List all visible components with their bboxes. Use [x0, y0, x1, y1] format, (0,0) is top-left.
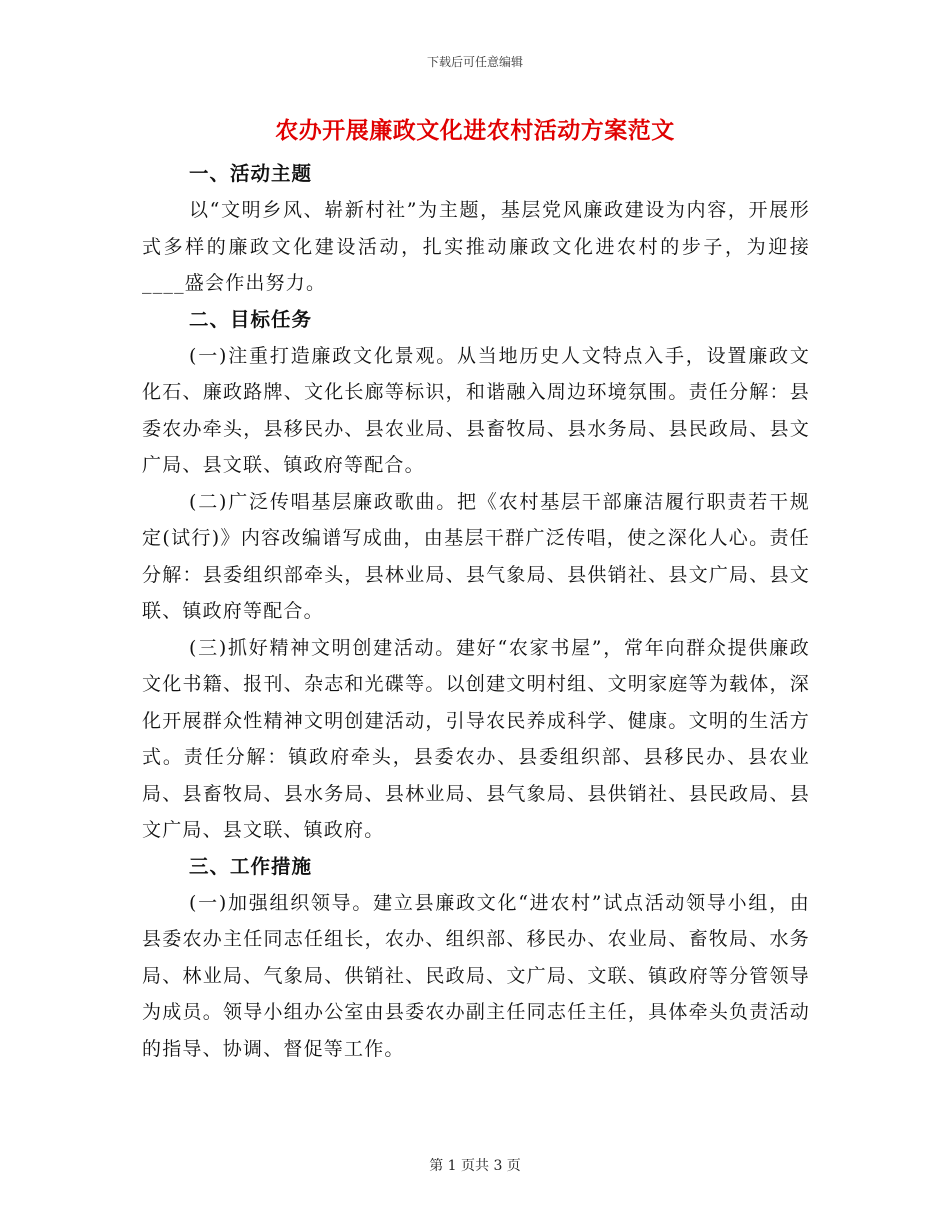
paragraph-theme: 以“文明乡风、崭新村社”为主题，基层党风廉政建设为内容，开展形式多样的廉政文化建设活动，扎实推动廉政文化进农村的步子，为迎接____盛会作出努力。	[142, 199, 810, 294]
page-number-footer: 第 1 页共 3 页	[429, 1158, 521, 1174]
document-title: 农办开展廉政文化进农村活动方案范文	[275, 118, 675, 144]
section-heading-goals: 二、目标任务	[189, 307, 313, 331]
page-header-note: 下载后可任意编辑	[426, 55, 523, 69]
section-heading-theme: 一、活动主题	[189, 162, 313, 185]
section-heading-measures: 三、工作措施	[189, 854, 313, 878]
paragraph-goal-1: (一)注重打造廉政文化景观。从当地历史人文特点入手，设置廉政文化石、廉政路牌、文化长廊等标识，和谐融入周边环境氛围。责任分解：县委农办牵头，县移民办、县农业局、县畜牧局、县水务局、县民政局、县文广局、县文联、镇政府等配合。	[142, 344, 810, 476]
paragraph-goal-3: (三)抓好精神文明创建活动。建好“农家书屋”，常年向群众提供廉政文化书籍、报刊、杂志和光碟等。以创建文明村组、文明家庭等为载体，深化开展群众性精神文明创建活动，引导农民养成科学、健康。文明的生活方式。责任分解：镇政府牵头，县委农办、县委组织部、县移民办、县农业局、县畜牧局、县水务局、县林业局、县气象局、县供销社、县民政局、县文广局、县文联、镇政府。	[142, 636, 810, 841]
document-body	[142, 156, 810, 1067]
paragraph-measure-1: (一)加强组织领导。建立县廉政文化“进农村”试点活动领导小组，由县委农办主任同志任组长，农办、组织部、移民办、农业局、畜牧局、水务局、林业局、气象局、供销社、民政局、文广局、文联、镇政府等分管领导为成员。领导小组办公室由县委农办副主任同志任主任，具体牵头负责活动的指导、协调、督促等工作。	[142, 891, 810, 1060]
paragraph-goal-2: (二)广泛传唱基层廉政歌曲。把《农村基层干部廉洁履行职责若干规定(试行)》内容改编谱写成曲，由基层干群广泛传唱，使之深化人心。责任分解：县委组织部牵头，县林业局、县气象局、县供销社、县文广局、县文联、镇政府等配合。	[142, 490, 810, 622]
